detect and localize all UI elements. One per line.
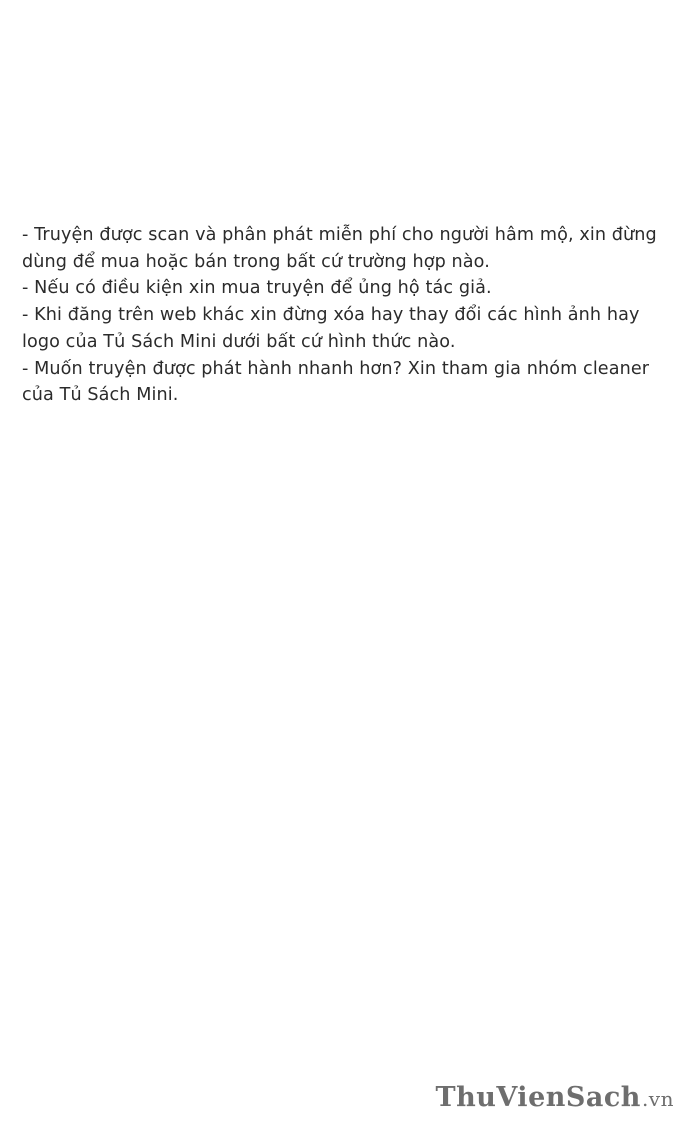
notice-line: - Nếu có điều kiện xin mua truyện để ủng hộ tác giả.	[22, 278, 492, 299]
notice-line: - Khi đăng trên web khác xin đừng xóa hay thay đổi các hình ảnh hay logo của Tủ Sách Mini dưới bất cứ hình thức nào.	[22, 305, 646, 352]
notice-line: - Truyện được scan và phân phát miễn phí cho người hâm mộ, xin đừng dùng để mua hoặc bán trong bất cứ trường hợp nào.	[22, 225, 663, 272]
site-watermark	[435, 1082, 674, 1113]
scan-notice-block	[22, 222, 670, 409]
notice-line: - Muốn truyện được phát hành nhanh hơn? Xin tham gia nhóm cleaner của Tủ Sách Mini.	[22, 358, 655, 406]
watermark-main-text: ThuVienSach	[435, 1082, 641, 1113]
watermark-domain-suffix: .vn	[641, 1087, 674, 1111]
